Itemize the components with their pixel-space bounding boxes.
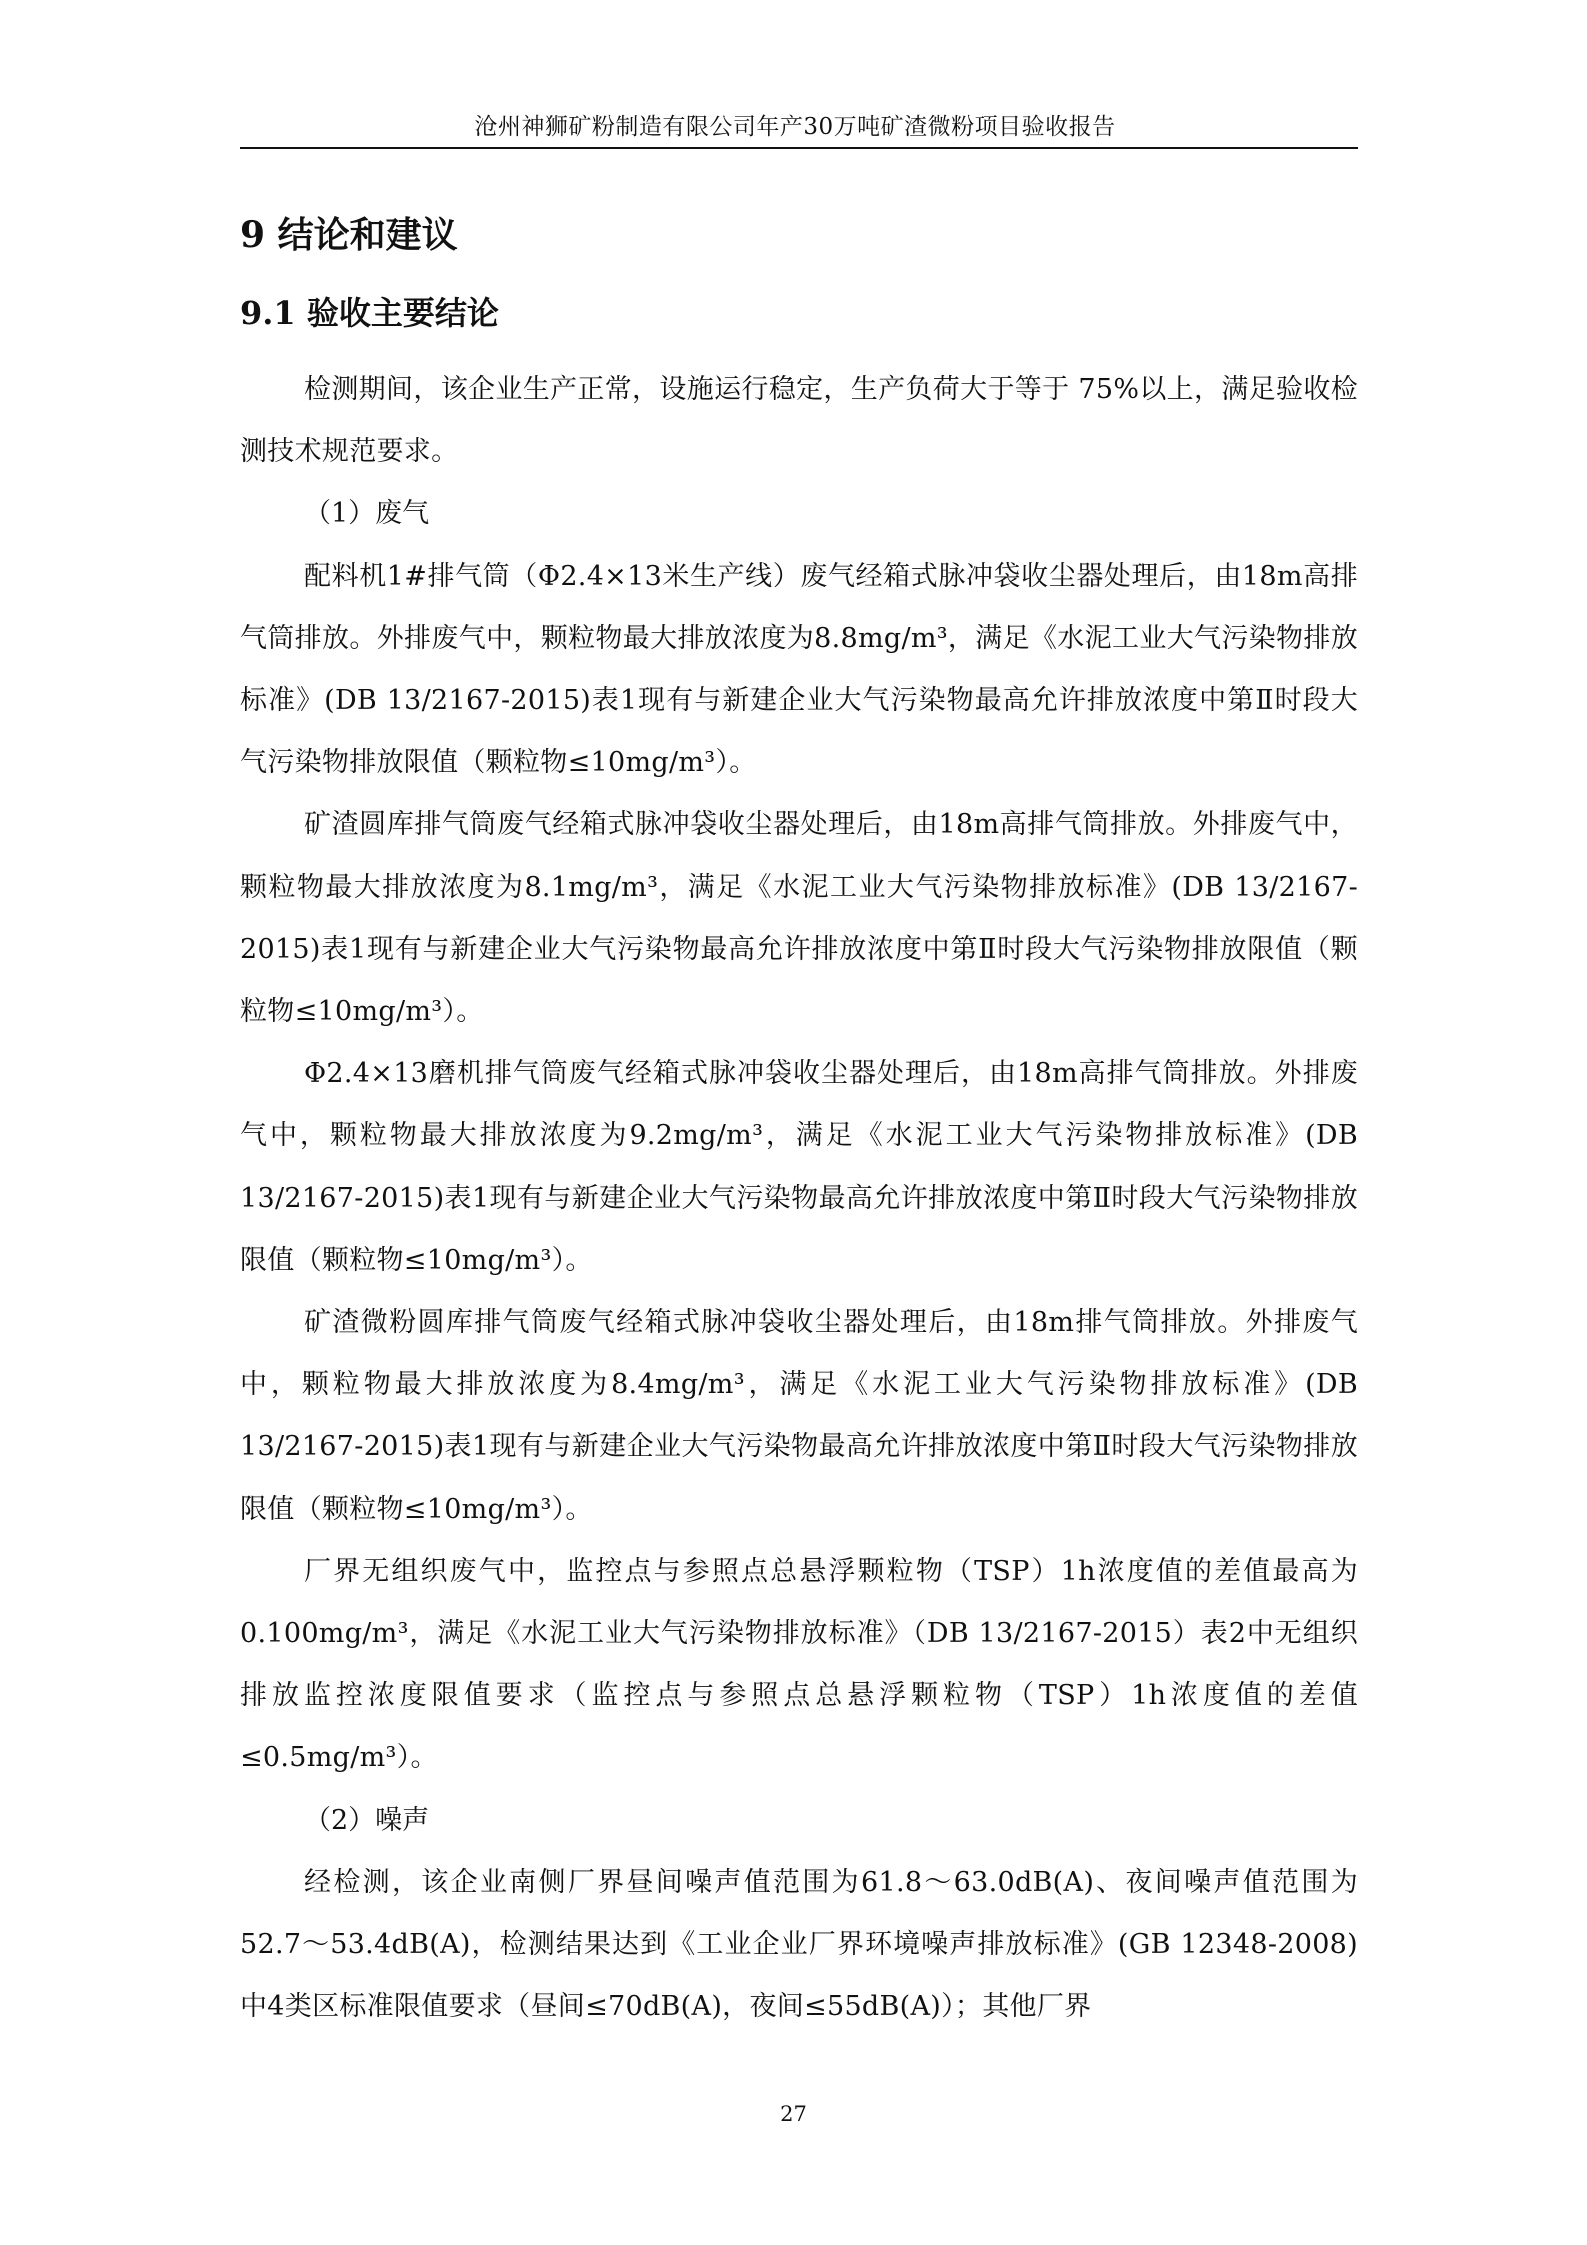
- waste-gas-paragraph-2: 矿渣圆库排气筒废气经箱式脉冲袋收尘器处理后，由18m高排气筒排放。外排废气中，颗粒物最大排放浓度为8.1mg/m³，满足《水泥工业大气污染物排放标准》(DB 13/2167-2015)表1现有与新建企业大气污染物最高允许排放浓度中第Ⅱ时段大气污染物排放限值（颗粒物≤10mg/m³）。: [240, 809, 1358, 1028]
- page-number: 27: [780, 2102, 807, 2126]
- waste-gas-paragraph-3: Φ2.4×13磨机排气筒废气经箱式脉冲袋收尘器处理后，由18m高排气筒排放。外排废气中，颗粒物最大排放浓度为9.2mg/m³，满足《水泥工业大气污染物排放标准》(DB 13/2167-2015)表1现有与新建企业大气污染物最高允许排放浓度中第Ⅱ时段大气污染物排放限值（颗粒物≤10mg/m³）。: [240, 1058, 1358, 1276]
- waste-gas-paragraph-4: 矿渣微粉圆库排气筒废气经箱式脉冲袋收尘器处理后，由18m排气筒排放。外排废气中，颗粒物最大排放浓度为8.4mg/m³，满足《水泥工业大气污染物排放标准》(DB 13/2167-2015)表1现有与新建企业大气污染物最高允许排放浓度中第Ⅱ时段大气污染物排放限值（颗粒物≤10mg/m³）。: [240, 1307, 1358, 1525]
- waste-gas-paragraph-1: 配料机1#排气筒（Φ2.4×13米生产线）废气经箱式脉冲袋收尘器处理后，由18m高排气筒排放。外排废气中，颗粒物最大排放浓度为8.8mg/m³，满足《水泥工业大气污染物排放标准》(DB 13/2167-2015)表1现有与新建企业大气污染物最高允许排放浓度中第Ⅱ时段大气污染物排放限值（颗粒物≤10mg/m³）。: [240, 560, 1358, 779]
- section-heading: 9 结论和建议: [240, 214, 458, 256]
- header-divider: [240, 147, 1358, 149]
- noise-label: （2）噪声: [304, 1804, 430, 1836]
- waste-gas-paragraph-5: 厂界无组织废气中，监控点与参照点总悬浮颗粒物（TSP）1h浓度值的差值最高为0.100mg/m³，满足《水泥工业大气污染物排放标准》（DB 13/2167-2015）表2中无组织排放监控浓度限值要求（监控点与参照点总悬浮颗粒物（TSP）1h浓度值的差值≤0.5mg/m³）。: [240, 1555, 1358, 1774]
- main-content: [240, 205, 1358, 2038]
- noise-paragraph-1: 经检测，该企业南侧厂界昼间噪声值范围为61.8～63.0dB(A)、夜间噪声值范围为52.7～53.4dB(A)，检测结果达到《工业企业厂界环境噪声排放标准》(GB 12348-2008)中4类区标准限值要求（昼间≤70dB(A)，夜间≤55dB(A)）；其他厂界: [240, 1866, 1358, 2023]
- waste-gas-label: （1）废气: [304, 498, 430, 530]
- intro-paragraph: 检测期间，该企业生产正常，设施运行稳定，生产负荷大于等于 75%以上，满足验收检测技术规范要求。: [240, 374, 1358, 468]
- running-header: 沧州神狮矿粉制造有限公司年产30万吨矿渣微粉项目验收报告: [474, 114, 1116, 140]
- subsection-heading: 9.1 验收主要结论: [240, 294, 499, 332]
